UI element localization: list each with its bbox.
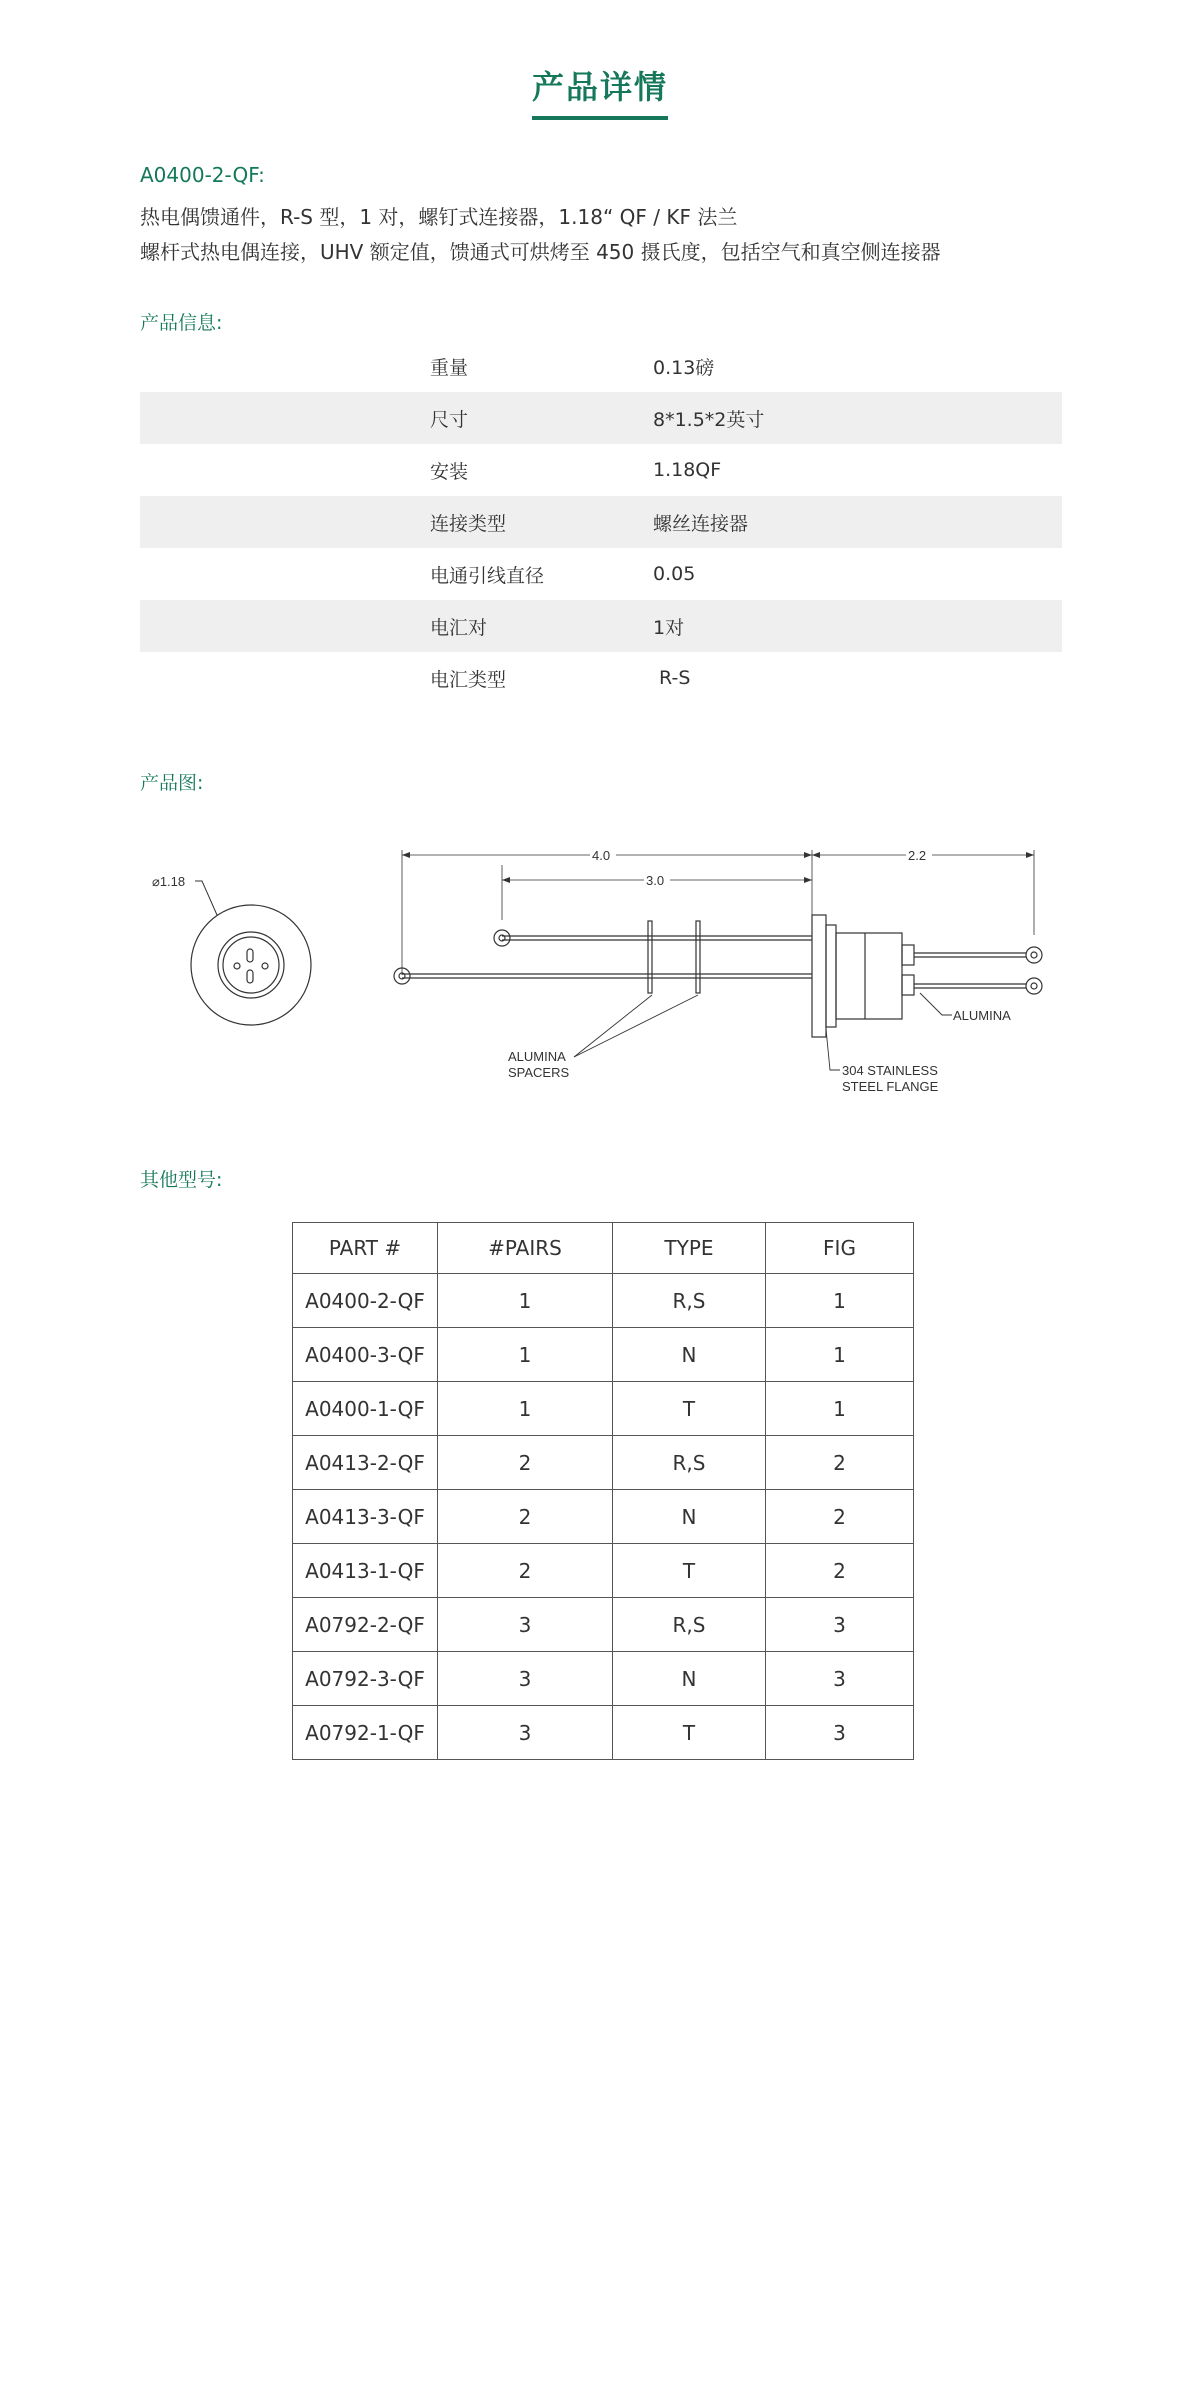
table-cell: 2 — [438, 1490, 613, 1544]
table-cell: 1 — [766, 1328, 914, 1382]
info-key: 尺寸 — [430, 408, 469, 431]
section-label-other-models: 其他型号: — [140, 1169, 223, 1191]
table-cell: 1 — [438, 1274, 613, 1328]
info-value: 螺丝连接器 — [653, 512, 749, 535]
column-header: TYPE — [613, 1223, 766, 1274]
info-value: 0.13磅 — [653, 356, 715, 379]
table-cell: T — [613, 1544, 766, 1598]
product-diagram — [140, 815, 1080, 1095]
table-cell: 1 — [438, 1382, 613, 1436]
table-cell: 1 — [766, 1274, 914, 1328]
info-row — [140, 600, 1062, 652]
table-cell: T — [613, 1382, 766, 1436]
info-key: 安装 — [430, 460, 469, 483]
model-code: A0400-2-QF: — [140, 163, 265, 187]
other-models-table — [292, 1222, 914, 1760]
info-row — [140, 548, 1062, 600]
spacers-label-line-1: ALUMINA — [508, 1049, 566, 1064]
info-key: 电汇对 — [430, 616, 488, 639]
table-cell: A0413-1-QF — [293, 1544, 438, 1598]
diameter-label: ⌀1.18 — [152, 874, 186, 889]
table-cell: 2 — [766, 1490, 914, 1544]
table-cell: 2 — [766, 1436, 914, 1490]
table-row — [293, 1706, 914, 1760]
page-title — [0, 62, 1200, 120]
info-value: R-S — [653, 667, 691, 689]
table-row — [293, 1436, 914, 1490]
info-key: 电汇类型 — [430, 668, 507, 691]
table-header-row — [293, 1223, 914, 1274]
table-cell: A0792-2-QF — [293, 1598, 438, 1652]
table-cell: R,S — [613, 1436, 766, 1490]
table-cell: 3 — [766, 1652, 914, 1706]
table-row — [293, 1598, 914, 1652]
table-cell: 2 — [438, 1544, 613, 1598]
flange — [812, 915, 826, 1037]
table-row — [293, 1274, 914, 1328]
table-cell: N — [613, 1652, 766, 1706]
table-cell: 1 — [438, 1328, 613, 1382]
table-cell: 1 — [766, 1382, 914, 1436]
section-label-info: 产品信息: — [140, 312, 223, 334]
page-title-text: 产品详情 — [532, 62, 668, 120]
alumina-label: ALUMINA — [953, 1008, 1011, 1023]
diameter-leader — [195, 881, 217, 915]
table-row — [293, 1652, 914, 1706]
info-key: 重量 — [430, 356, 469, 379]
dimension-overall-label: 4.0 — [592, 848, 611, 863]
table-cell: A0792-3-QF — [293, 1652, 438, 1706]
table-cell: 2 — [438, 1436, 613, 1490]
table-row — [293, 1490, 914, 1544]
table-cell: N — [613, 1490, 766, 1544]
spacer-1 — [648, 921, 652, 993]
spacer-2 — [696, 921, 700, 993]
info-value: 8*1.5*2英寸 — [653, 408, 765, 431]
table-cell: 3 — [766, 1598, 914, 1652]
description-line-2: 螺杆式热电偶连接，UHV 额定值，馈通式可烘烤至 450 摄氏度，包括空气和真空侧连接器 — [140, 240, 941, 264]
info-value: 0.05 — [653, 563, 696, 585]
column-header: #PAIRS — [438, 1223, 613, 1274]
table-cell: 2 — [766, 1544, 914, 1598]
info-row — [140, 496, 1062, 548]
table-cell: R,S — [613, 1598, 766, 1652]
table-row — [293, 1328, 914, 1382]
info-row — [140, 392, 1062, 444]
table-cell: 3 — [766, 1706, 914, 1760]
dimension-inner-label: 3.0 — [646, 873, 665, 888]
table-row — [293, 1382, 914, 1436]
table-cell: A0400-1-QF — [293, 1382, 438, 1436]
table-row — [293, 1544, 914, 1598]
table-cell: 3 — [438, 1652, 613, 1706]
info-key: 连接类型 — [430, 512, 507, 535]
info-value: 1.18QF — [653, 459, 722, 481]
flange-label-line-1: 304 STAINLESS — [842, 1063, 938, 1078]
section-label-diagram: 产品图: — [140, 772, 204, 794]
table-cell: A0400-3-QF — [293, 1328, 438, 1382]
end-view-flange — [191, 905, 311, 1025]
table-cell: T — [613, 1706, 766, 1760]
table-cell: 3 — [438, 1706, 613, 1760]
column-header: PART # — [293, 1223, 438, 1274]
product-info-table — [140, 340, 1062, 704]
info-row — [140, 652, 1062, 704]
table-cell: 3 — [438, 1598, 613, 1652]
table-cell: N — [613, 1328, 766, 1382]
dimension-right-label: 2.2 — [908, 848, 927, 863]
spacers-label-line-2: SPACERS — [508, 1065, 570, 1080]
flange-label-line-2: STEEL FLANGE — [842, 1079, 939, 1094]
info-key: 电通引线直径 — [430, 564, 545, 587]
table-cell: A0400-2-QF — [293, 1274, 438, 1328]
table-cell: A0792-1-QF — [293, 1706, 438, 1760]
description-line-1: 热电偶馈通件，R-S 型，1 对，螺钉式连接器，1.18“ QF / KF 法兰 — [140, 205, 738, 229]
column-header: FIG — [766, 1223, 914, 1274]
info-value: 1对 — [653, 616, 685, 639]
table-cell: R,S — [613, 1274, 766, 1328]
table-cell: A0413-2-QF — [293, 1436, 438, 1490]
info-row — [140, 444, 1062, 496]
info-row — [140, 340, 1062, 392]
table-cell: A0413-3-QF — [293, 1490, 438, 1544]
